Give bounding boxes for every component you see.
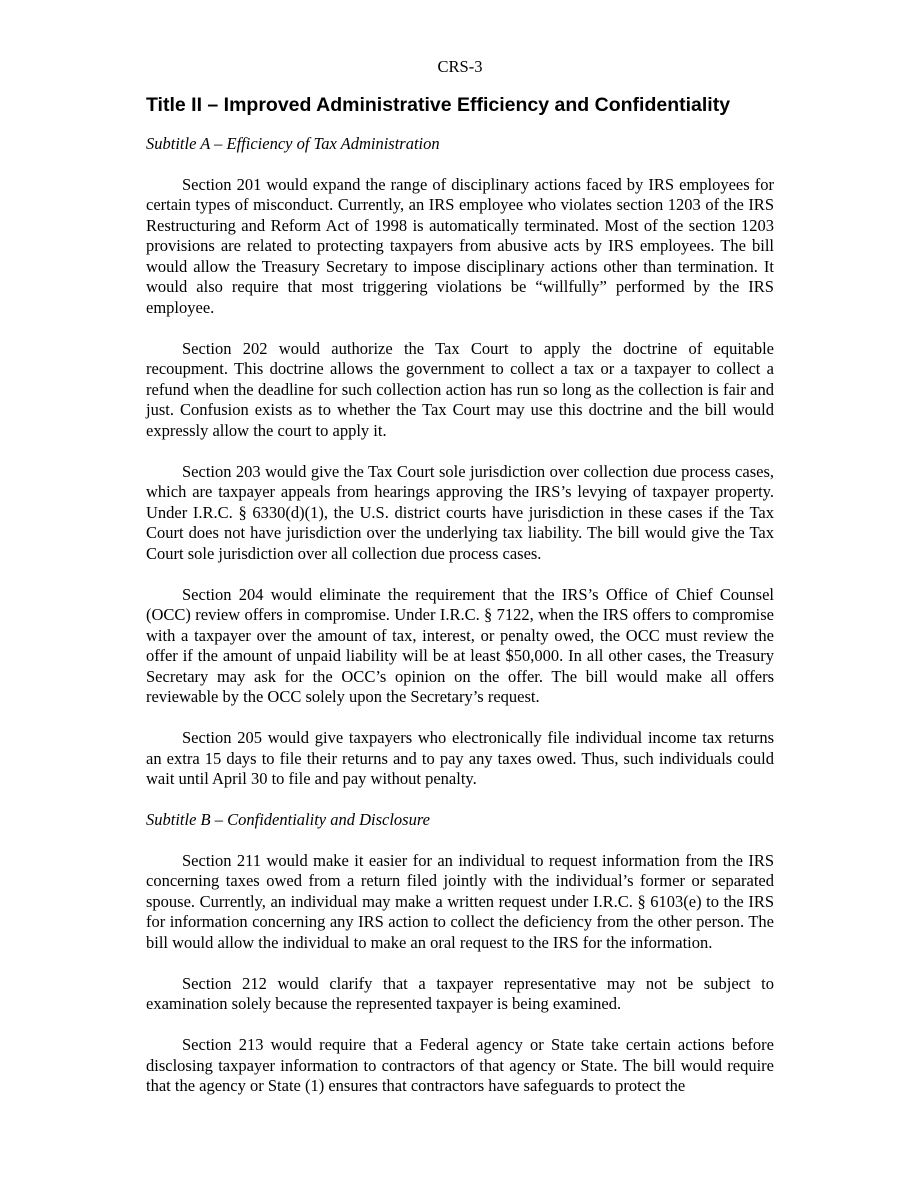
page-number: CRS-3	[437, 57, 483, 76]
paragraph-section-202: Section 202 would authorize the Tax Court to apply the doctrine of equitable recoupment. This doctrine allows the government to collect a tax or a taxpayer to collect a refund when the deadline for such collection action has run so long as the collection is fair and just. Confusion exists as to whether the Tax Court may use this doctrine and the bill would expressly allow the court to apply it.	[146, 338, 774, 440]
subtitle-b-heading: Subtitle B – Confidentiality and Disclosure	[146, 810, 430, 829]
paragraph-section-213: Section 213 would require that a Federal agency or State take certain actions before disclosing taxpayer information to contractors of that agency or State. The bill would require that the agency or State (1) ensures that contractors have safeguards to protect the	[146, 1035, 774, 1095]
paragraph-section-203: Section 203 would give the Tax Court sole jurisdiction over collection due process cases, which are taxpayer appeals from hearings approving the IRS’s levying of taxpayer property. Under I.R.C. § 6330(d)(1), the U.S. district courts have jurisdiction in these cases if the Tax Court does not have jurisdiction over the underlying tax liability. The bill would give the Tax Court sole jurisdiction over all collection due process cases.	[146, 461, 774, 563]
document-page	[146, 56, 774, 1117]
paragraph-section-204: Section 204 would eliminate the requirement that the IRS’s Office of Chief Counsel (OCC) review offers in compromise. Under I.R.C. § 7122, when the IRS offers to compromise with a taxpayer over the amount of tax, interest, or penalty owed, the OCC must review the offer if the amount of unpaid liability will be at least $50,000. In all other cases, the Treasury Secretary may ask for the OCC’s opinion on the offer. The bill would make all offers reviewable by the OCC solely upon the Secretary’s request.	[146, 584, 774, 706]
section-title: Title II – Improved Administrative Efficiency and Confidentiality	[146, 94, 731, 116]
subtitle-a-heading: Subtitle A – Efficiency of Tax Administration	[146, 134, 440, 153]
paragraph-section-205: Section 205 would give taxpayers who electronically file individual income tax returns an extra 15 days to file their returns and to pay any taxes owed. Thus, such individuals could wait until April 30 to file and pay without penalty.	[146, 728, 774, 788]
paragraph-section-201: Section 201 would expand the range of disciplinary actions faced by IRS employees for certain types of misconduct. Currently, an IRS employee who violates section 1203 of the IRS Restructuring and Reform Act of 1998 is automatically terminated. Most of the section 1203 provisions are related to protecting taxpayers from abusive acts by IRS employees. The bill would allow the Treasury Secretary to impose disciplinary actions other than termination. It would also require that most triggering violations be “willfully” performed by the IRS employee.	[146, 174, 774, 317]
paragraph-section-212: Section 212 would clarify that a taxpayer representative may not be subject to examination solely because the represented taxpayer is being examined.	[146, 973, 774, 1013]
paragraph-section-211: Section 211 would make it easier for an individual to request information from the IRS concerning taxes owed from a return filed jointly with the individual’s former or separated spouse. Currently, an individual may make a written request under I.R.C. § 6103(e) to the IRS for information concerning any IRS action to collect the deficiency from the other person. The bill would allow the individual to make an oral request to the IRS for the information.	[146, 850, 774, 952]
